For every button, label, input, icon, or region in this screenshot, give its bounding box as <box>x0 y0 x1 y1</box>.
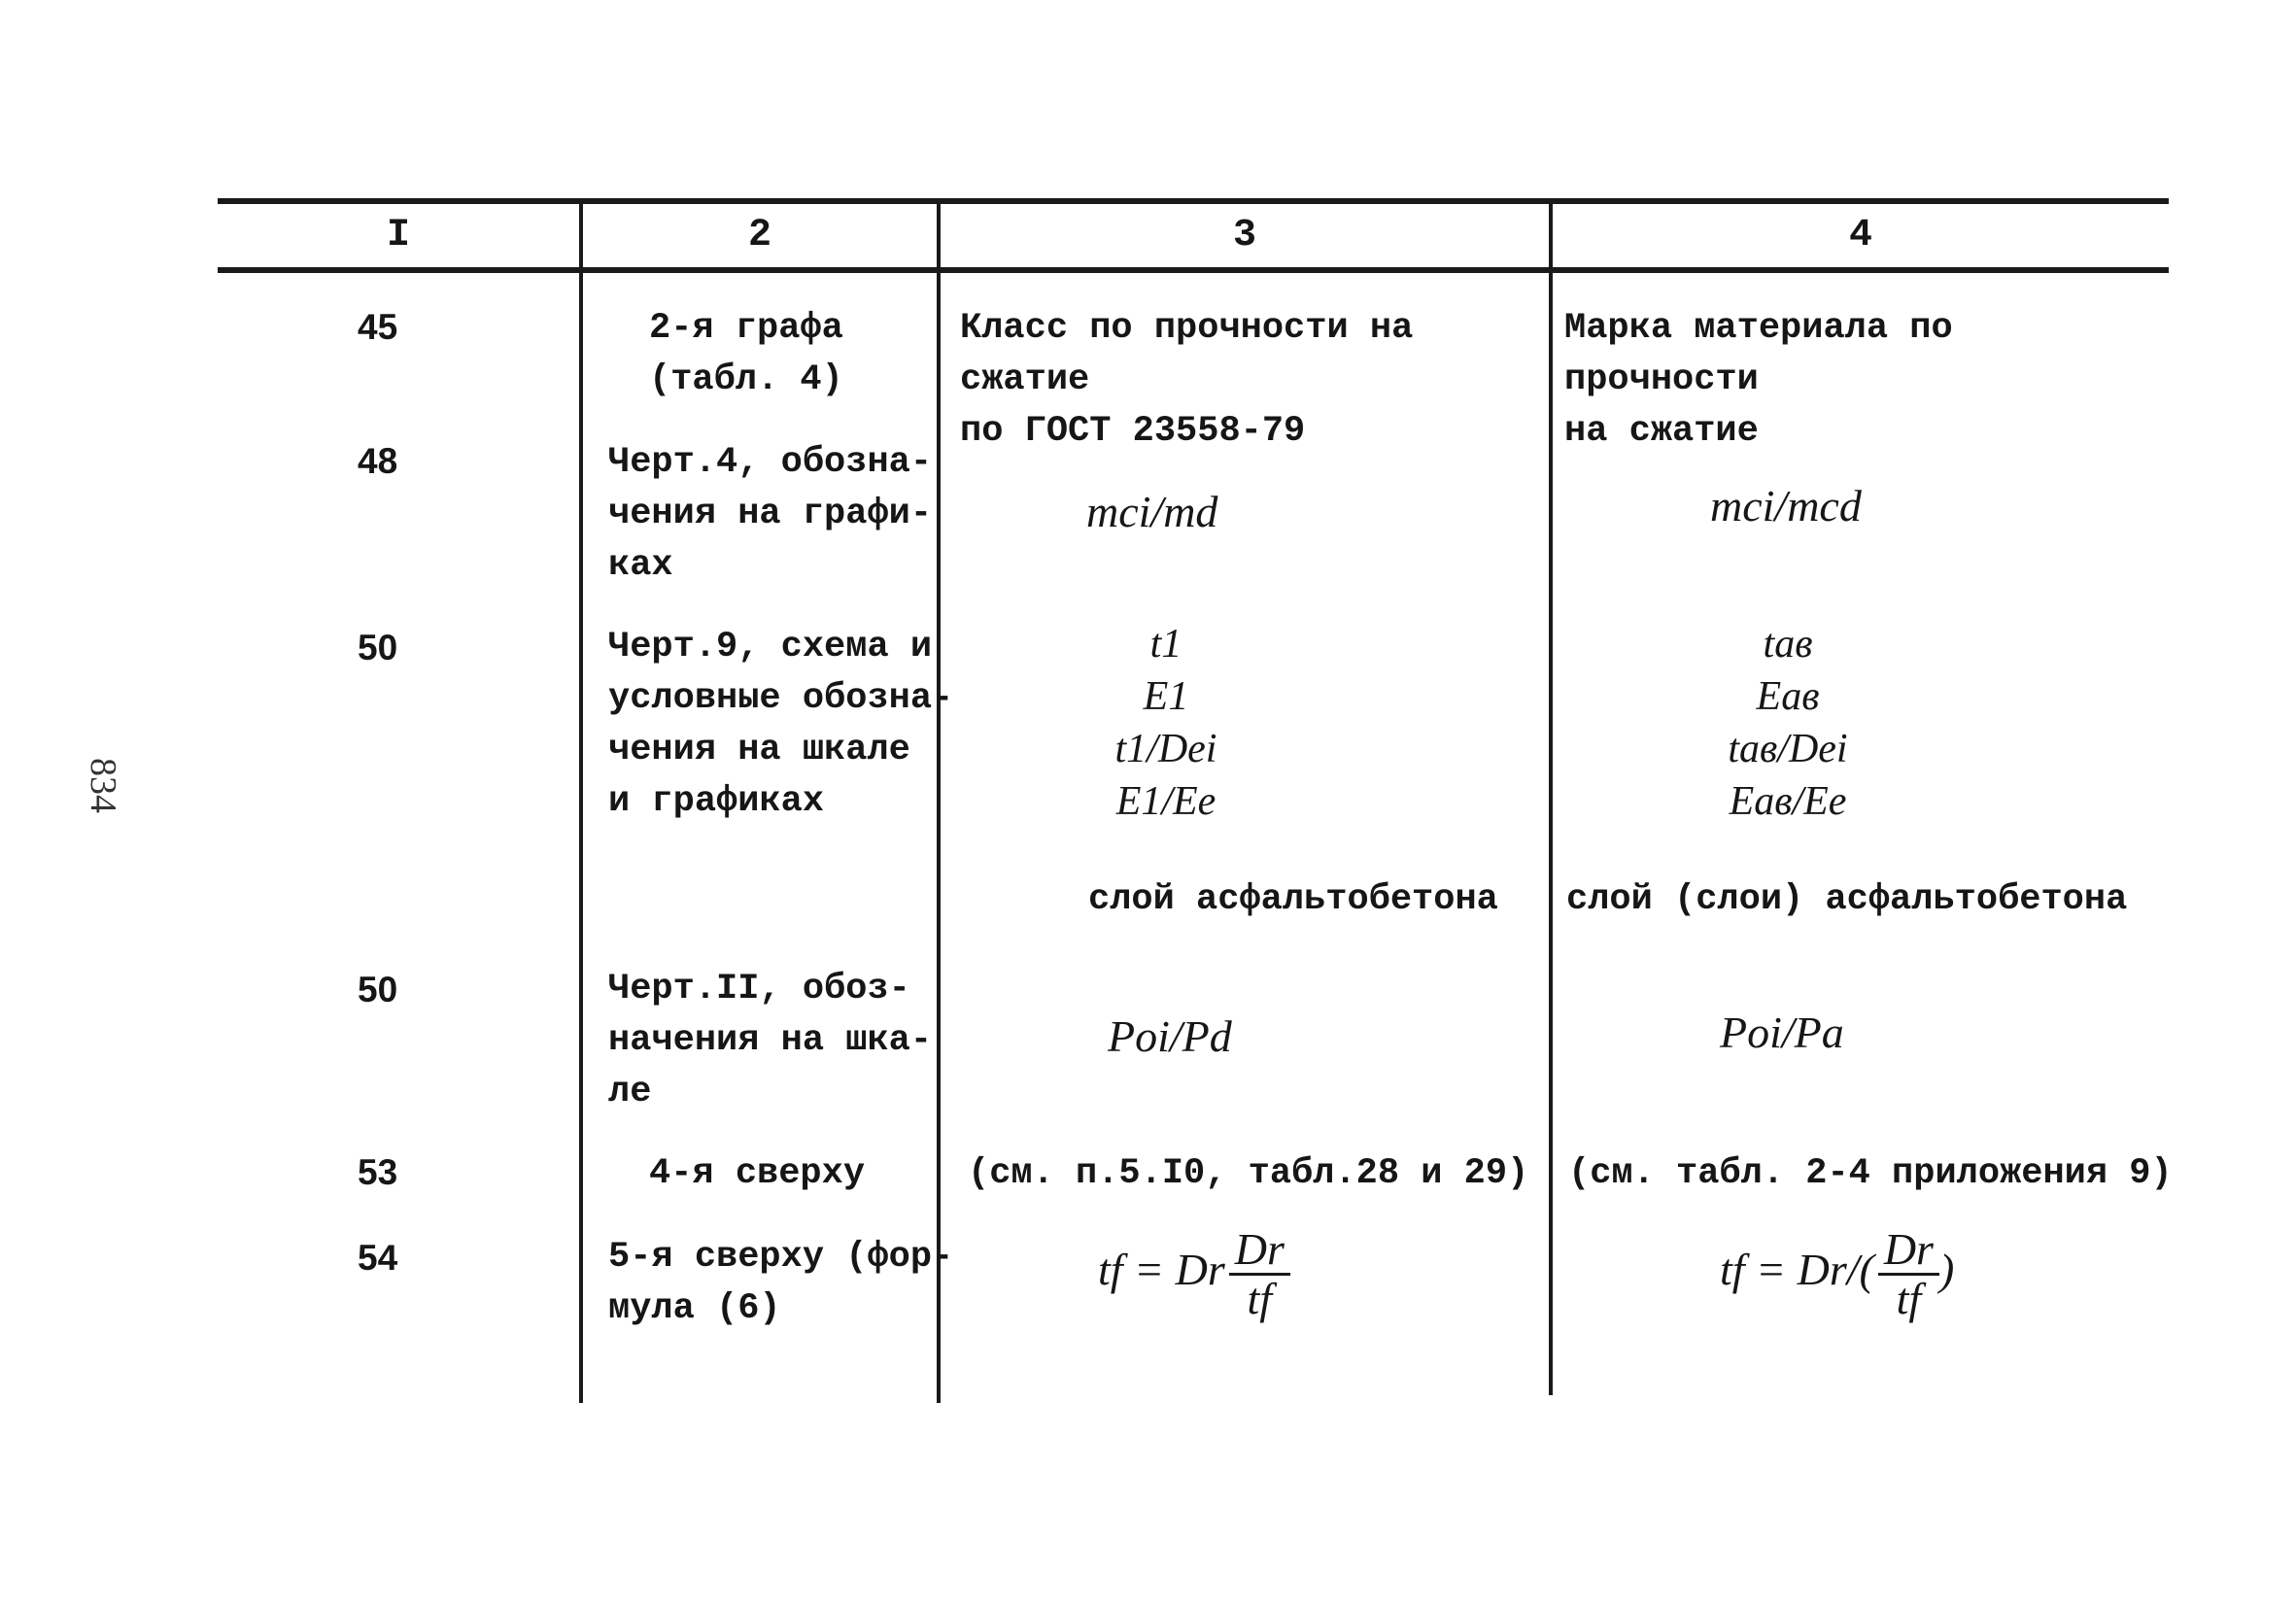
row-new-formula <box>1720 1226 1954 1322</box>
header-col-3: 3 <box>1232 213 1256 257</box>
column-divider-3 <box>1549 198 1553 1395</box>
row-number: 50 <box>358 970 398 1009</box>
formula-fraction <box>1229 1226 1290 1322</box>
header-col-1: I <box>386 213 410 257</box>
row-old-text: слой асфальтобетона <box>1088 879 1498 920</box>
header-col-2: 2 <box>747 213 771 257</box>
row-old-formula <box>1098 1226 1290 1322</box>
formula-numerator: Dr <box>1229 1226 1290 1276</box>
row-location: Черт.II, обоз- начения на шка- ле <box>608 969 933 1112</box>
row-new-formula: mci/mcd <box>1710 481 1862 530</box>
row-location: 5-я сверху (фор- мула (6) <box>608 1237 954 1329</box>
column-divider-1 <box>579 198 583 1403</box>
row-number: 48 <box>358 441 398 481</box>
formula-numerator: Dr <box>1878 1226 1939 1276</box>
row-number: 45 <box>358 307 398 347</box>
row-new-formula: taв Eaв taв/Dei Eaв/Ee <box>1728 622 1848 824</box>
header-col-4: 4 <box>1848 213 1872 257</box>
row-old-text: Класс по прочности на сжатие по ГОСТ 23558-79 <box>960 308 1414 452</box>
row-old-formula: t1 E1 t1/Dei E1/Ee <box>1114 622 1217 824</box>
formula-denominator: tf <box>1247 1274 1273 1323</box>
row-old-text: (см. п.5.I0, табл.28 и 29) <box>968 1153 1529 1194</box>
formula-left: tf = Dr <box>1098 1245 1225 1295</box>
table-header-rule <box>218 267 2169 273</box>
row-old-formula: mci/md <box>1086 487 1218 536</box>
row-location: 2-я графа (табл. 4) <box>649 308 843 400</box>
row-new-text: слой (слои) асфальтобетона <box>1566 879 2128 920</box>
formula-denominator: tf <box>1896 1274 1922 1323</box>
row-number: 53 <box>358 1152 398 1192</box>
page-number-margin: 834 <box>83 758 123 813</box>
row-new-text: Марка материала по прочности на сжатие <box>1564 308 1953 452</box>
formula-left: tf = Dr/( <box>1720 1245 1874 1295</box>
row-new-text: (см. табл. 2-4 приложения 9) <box>1568 1153 2173 1194</box>
formula-right: ) <box>1938 1245 1955 1295</box>
table-top-rule <box>218 198 2169 204</box>
row-new-formula: Poi/Pa <box>1720 1008 1844 1057</box>
row-location: Черт.4, обозна- чения на графи- ках <box>608 442 933 586</box>
row-number: 54 <box>358 1238 398 1278</box>
row-old-formula: Poi/Pd <box>1108 1011 1232 1061</box>
row-location: 4-я сверху <box>649 1153 866 1194</box>
formula-fraction <box>1878 1226 1939 1322</box>
row-number: 50 <box>358 628 398 667</box>
row-location: Черт.9, схема и условные обозна- чения на шкале и графиках <box>608 627 954 822</box>
